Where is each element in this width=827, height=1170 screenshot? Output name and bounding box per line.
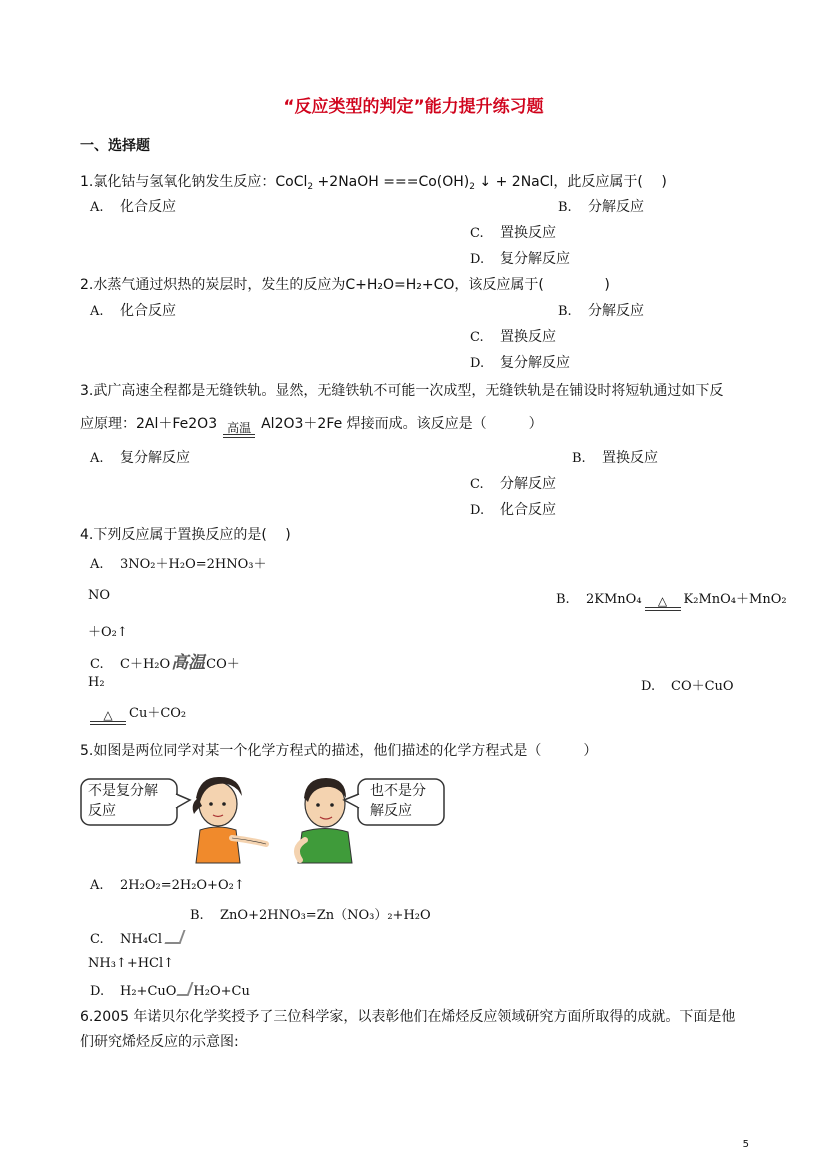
q5-option-b: B. ZnO+2HNO₃=Zn（NO₃）₂+H₂O <box>190 908 431 923</box>
page-title: “反应类型的判定”能力提升练习题 <box>283 97 544 117</box>
page-number: 5 <box>742 1139 749 1150</box>
q5-option-a: A. 2H₂O₂=2H₂O+O₂↑ <box>90 878 245 893</box>
q2-option-a: A. 化合反应 <box>90 303 176 319</box>
q2-option-c: C. 置换反应 <box>470 329 556 345</box>
condition-mark <box>164 930 185 944</box>
q4-option-d: D. CO＋CuO <box>641 679 734 694</box>
q2-option-b: B. 分解反应 <box>558 303 644 319</box>
q4-option-c: C. C＋H₂O高温CO＋ <box>90 653 240 673</box>
section-heading: 一、选择题 <box>80 138 150 154</box>
q1-option-b: B. 分解反应 <box>558 199 644 215</box>
q2-option-d: D. 复分解反应 <box>470 355 570 371</box>
cartoon-illustration <box>80 768 445 868</box>
q5-option-c-continued: NH₃↑+HCl↑ <box>88 956 175 971</box>
q4-option-d-continued: △ Cu＋CO₂ <box>90 702 186 725</box>
q4-option-c-continued: H₂ <box>88 675 105 690</box>
q4-option-b: B. 2KMnO₄ △ K₂MnO₄＋MnO₂ <box>556 588 787 611</box>
q1-option-d: D. 复分解反应 <box>470 251 570 267</box>
q3-option-d: D. 化合反应 <box>470 502 556 518</box>
q5-option-c: C. NH₄Cl <box>90 930 183 947</box>
question-5-stem: 5.如图是两位同学对某一个化学方程式的描述，他们描述的化学方程式是（ ） <box>80 743 598 759</box>
question-3-line-2: 应原理：2Al＋Fe2O3 高温 Al2O3＋2Fe 焊接而成。该反应是（ ） <box>80 413 543 438</box>
speech-bubble-right: 也不是分 解反应 <box>370 783 426 819</box>
q3-option-c: C. 分解反应 <box>470 476 556 492</box>
condition-high-temp: 高温 <box>223 422 255 438</box>
condition-mark <box>177 982 194 996</box>
q4-option-b-continued: ＋O₂↑ <box>88 625 128 640</box>
question-4-stem: 4.下列反应属于置换反应的是( ) <box>80 527 291 543</box>
q1-option-a: A. 化合反应 <box>90 199 176 215</box>
question-6-line-1: 6.2005 年诺贝尔化学奖授予了三位科学家，以表彰他们在烯烃反应领域研究方面所取得的成就。下面是他 <box>80 1009 736 1025</box>
q4-option-a: A. 3NO₂＋H₂O=2HNO₃＋ <box>90 557 267 572</box>
q5-option-d: D. H₂+CuO H₂O+Cu <box>90 984 250 999</box>
condition-heat: △ <box>645 595 681 611</box>
q4-option-a-continued: NO <box>88 588 111 603</box>
q1-option-c: C. 置换反应 <box>470 225 556 241</box>
question-1-stem: 1.氯化钴与氢氧化钠发生反应：CoCl$_2$ +2NaOH $===Co(OH)_2$ ↓ + 2NaCl，此反应属于( ) <box>80 174 667 192</box>
question-3-line-1: 3.武广高速全程都是无缝铁轨。显然，无缝铁轨不可能一次成型，无缝铁轨是在铺设时将短轨通过如下反 <box>80 383 724 399</box>
question-6-line-2: 们研究烯烃反应的示意图: <box>80 1034 239 1050</box>
question-2-stem: 2.水蒸气通过炽热的炭层时，发生的反应为C+H₂O=H₂+CO，该反应属于( ) <box>80 277 610 293</box>
q3-option-a: A. 复分解反应 <box>90 450 190 466</box>
condition-heat: △ <box>90 709 126 725</box>
q3-option-b: B. 置换反应 <box>572 450 658 466</box>
condition-high-temp-graphic: 高温 <box>171 653 206 673</box>
speech-bubble-left: 不是复分解 反应 <box>88 783 158 819</box>
